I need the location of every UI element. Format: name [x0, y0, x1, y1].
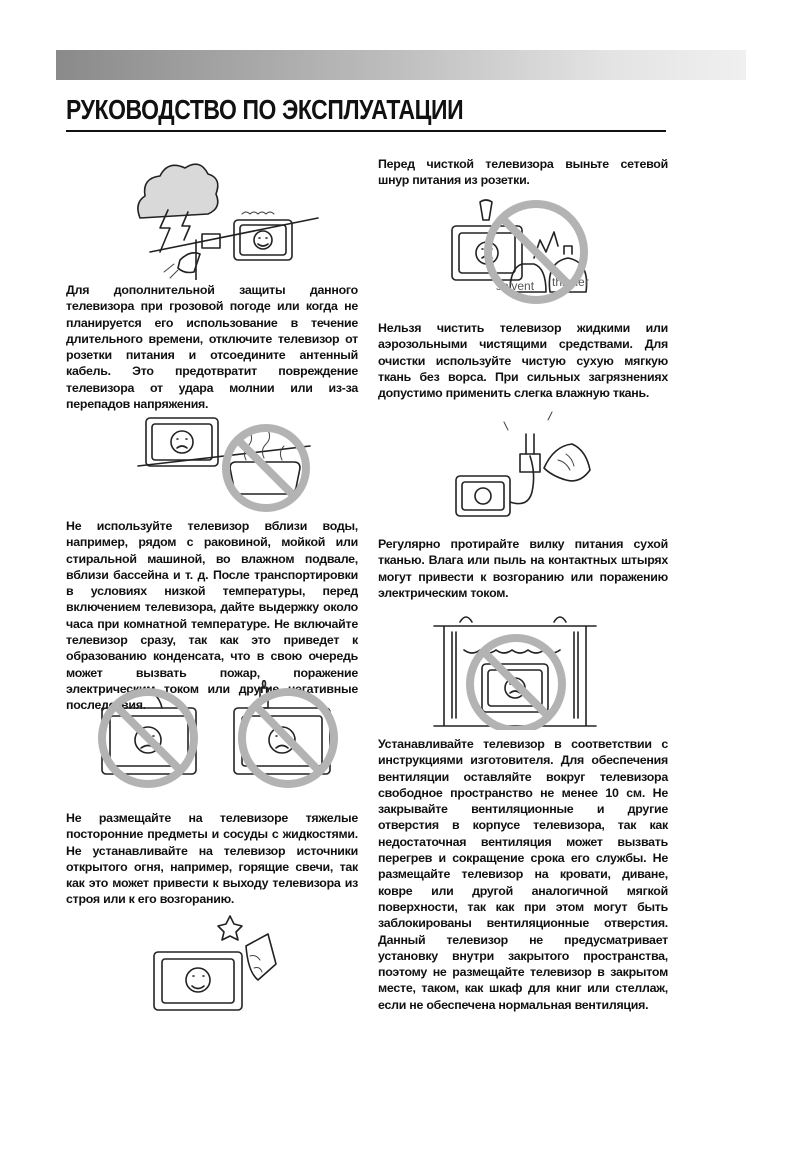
right-paragraph-3: Регулярно протирайте вилку питания сухой тканью. Влага или пыль на контактных штырях могут привести к возгоранию или поражению электрическим током.: [378, 537, 668, 600]
right-paragraph-4: Устанавливайте телевизор в соответствии с инструкциями изготовителя. Для обеспечения вентиляции оставляйте вокруг телевизора свободное пространство не менее 10 см. Не закрывайте вентиляционные и другие отверстия в корпусе телевизора, так как недостаточная вентиляция может вызвать перегрев и сокращение срока его службы. Не размещайте телевизор на кровати, диване, ковре или другой аналогичной мягкой поверхности, так как при этом могут быть заблокированы вентиляционные отверстия. Данный телевизор не предусматривает установку внутри закрытого пространства, поэтому не размещайте телевизор в закрытом месте, таком, как шкаф для книг или стеллаж, если не обеспечена нормальная вентиляция.: [378, 737, 668, 1012]
page-title: РУКОВОДСТВО ПО ЭКСПЛУАТАЦИИ: [66, 94, 464, 125]
thinner-label: thinner: [552, 275, 589, 289]
no-solvent-illustration: [444, 196, 610, 306]
objects-on-tv-illustration: [96, 680, 354, 790]
right-paragraph-2: Нельзя чистить телевизор жидкими или аэрозольными чистящими средствами. Для очистки используйте чистую сухую мягкую ткань без ворса. При сильных загрязнениях допустимо применить слегка влажную ткань.: [378, 321, 668, 401]
wipe-plug-illustration: [448, 410, 604, 530]
left-paragraph-1: Для дополнительной защиты данного телевизора при грозовой погоде или когда не планируется его использование в течение длительного времени, отключите телевизор от розетки питания и отсоедините антенный кабель. Это предотвратит повреждение телевизора от удара молнии или из-за перепадов напряжения.: [66, 283, 358, 412]
right-paragraph-1: Перед чисткой телевизора выньте сетевой шнур питания из розетки.: [378, 157, 668, 188]
water-near-tv-illustration: [134, 404, 314, 514]
left-paragraph-3: Не размещайте на телевизоре тяжелые посторонние предметы и сосуды с жидкостями. Не устанавливайте на телевизор источники открытого огня, например, горящие свечи, так как это может привести к выходу телевизора из строя или к его возгоранию.: [66, 811, 358, 907]
tv-in-cabinet-illustration: [430, 612, 600, 730]
left-paragraph-2: Не используйте телевизор вблизи воды, например, рядом с раковиной, мойкой или стиральной машиной, во влажном подвале, вблизи бассейна и т. д. После транспортировки в условиях низкой температуры, перед включением телевизора, дайте выдержку около часа при комнатной температуре. Не включайте телевизор сразу, так как это приведет к образованию конденсата, что в свою очередь может вызвать пожар, поражение электрическим током или другие негативные последствия.: [66, 519, 358, 713]
solvent-label: solvent: [496, 279, 535, 293]
thunderstorm-unplug-illustration: [130, 148, 320, 280]
cleaning-tv-cloth-illustration: [150, 912, 282, 1016]
header-gradient-bar: [56, 50, 746, 80]
title-divider: [66, 130, 666, 132]
